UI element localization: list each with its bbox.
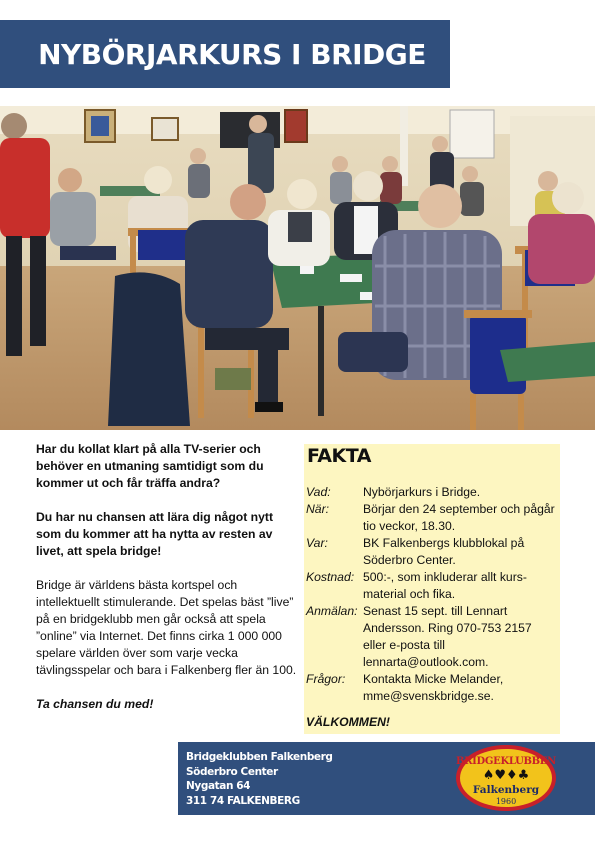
logo-year: 1960 <box>495 797 517 806</box>
fakta-row-nar <box>306 501 558 535</box>
intro-closing: Ta chansen du med! <box>36 697 154 711</box>
fakta-value: 500:-, som inkluderar allt kurs-material och fika. <box>363 570 527 601</box>
club-logo-emblem <box>454 743 558 813</box>
fakta-label: Kostnad: <box>306 570 355 584</box>
fakta-value: Senast 15 sept. till Lennart Andersson. Ring 070-753 2157 eller e-posta till lennarta@outlook.com. <box>363 604 532 669</box>
footer-bar <box>178 742 595 815</box>
fakta-box <box>304 444 560 734</box>
intro-question: Har du kollat klart på alla TV-serier och behöver en utmaning samtidigt som du kommer ut och får träffa andra? <box>36 442 264 490</box>
welcome-text: VÄLKOMMEN! <box>306 715 390 729</box>
intro-description: Bridge är världens bästa kortspel och intellektuellt stimulerande. Det spelas bäst ”live” på en bridgeklubb men går också att spela ”online” via Internet. Det finns cirka 1 000 000 spelare världen över som varje vecka tävlingsspelar och bara i Falkenberg fler än 100. <box>36 578 297 677</box>
fakta-row-kostnad <box>306 569 558 603</box>
page-title: NYBÖRJARKURS I BRIDGE <box>38 37 426 71</box>
club-photo <box>0 106 595 430</box>
fakta-row-fragor <box>306 671 558 705</box>
intro-text <box>36 441 298 730</box>
club-logo <box>454 743 558 813</box>
logo-top-text: BRIDGEKLUBBEN <box>456 756 556 767</box>
address-line-city: 311 74 FALKENBERG <box>186 794 300 807</box>
fakta-row-vad <box>306 484 558 501</box>
club-address <box>186 750 333 808</box>
fakta-value: BK Falkenbergs klubblokal på Söderbro Center. <box>363 536 525 567</box>
fakta-table <box>306 484 558 705</box>
fakta-row-anmalan <box>306 603 558 671</box>
fakta-label: Frågor: <box>306 672 346 686</box>
address-line-club: Bridgeklubben Falkenberg <box>186 751 333 763</box>
address-line-street: Nygatan 64 <box>186 780 251 792</box>
fakta-label: Vad: <box>306 485 331 499</box>
fakta-label: Anmälan: <box>306 604 358 618</box>
fakta-label: Var: <box>306 536 328 550</box>
fakta-value: Börjar den 24 september och pågår tio veckor, 18.30. <box>363 502 555 533</box>
fakta-value: Nybörjarkurs i Bridge. <box>363 485 481 499</box>
fakta-value: Kontakta Micke Melander, mme@svenskbridge.se. <box>363 672 504 703</box>
logo-name: Falkenberg <box>472 784 540 796</box>
address-line-center: Söderbro Center <box>186 765 278 778</box>
fakta-heading: FAKTA <box>307 445 371 467</box>
logo-suits: ♠♥♦♣ <box>482 768 530 783</box>
intro-opportunity: Du har nu chansen att lära dig något nytt som du kommer att ha nytta av resten av livet, att spela bridge! <box>36 510 274 558</box>
club-photo-illustration <box>0 106 595 430</box>
fakta-row-var <box>306 535 558 569</box>
title-banner <box>0 20 450 88</box>
fakta-label: När: <box>306 502 330 516</box>
